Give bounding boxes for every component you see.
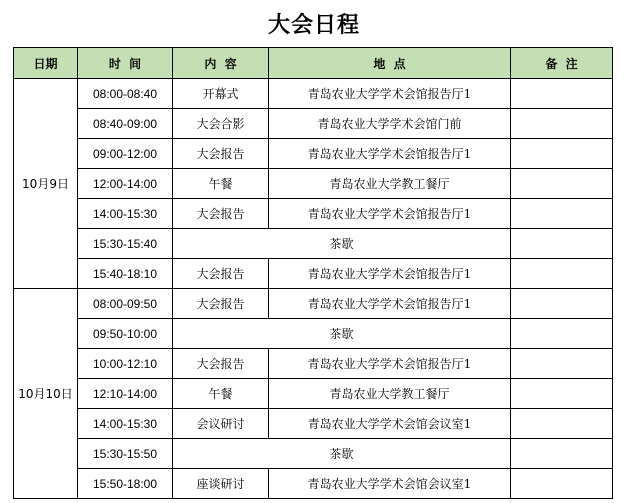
time-cell: 15:40-18:10 [78,259,173,289]
date-cell: 10月9日 [14,79,78,289]
note-cell [511,439,613,469]
time-cell: 12:10-14:00 [78,379,173,409]
location-cell: 青岛农业大学学术会馆会议室1 [269,409,511,439]
note-cell [511,379,613,409]
note-cell [511,349,613,379]
location-cell: 青岛农业大学学术会馆报告厅1 [269,289,511,319]
table-row [14,199,613,229]
note-cell [511,409,613,439]
content-cell: 会议研讨 [173,409,269,439]
time-cell: 14:00-15:30 [78,409,173,439]
content-cell: 大会合影 [173,109,269,139]
time-cell: 10:00-12:10 [78,349,173,379]
time-cell: 15:30-15:40 [78,229,173,259]
note-cell [511,169,613,199]
table-row [14,469,613,499]
time-cell: 08:40-09:00 [78,109,173,139]
location-cell: 青岛农业大学教工餐厅 [269,169,511,199]
time-cell: 14:00-15:30 [78,199,173,229]
location-cell: 青岛农业大学教工餐厅 [269,379,511,409]
location-cell: 青岛农业大学学术会馆报告厅1 [269,79,511,109]
content-cell: 大会报告 [173,289,269,319]
location-cell: 青岛农业大学学术会馆报告厅1 [269,139,511,169]
table-row [14,229,613,259]
content-cell: 座谈研讨 [173,469,269,499]
note-cell [511,79,613,109]
table-row [14,379,613,409]
table-row [14,289,613,319]
note-cell [511,259,613,289]
table-row [14,139,613,169]
break-cell: 茶歇 [173,229,511,259]
content-cell: 午餐 [173,379,269,409]
note-cell [511,229,613,259]
break-cell: 茶歇 [173,439,511,469]
location-cell: 青岛农业大学学术会馆报告厅1 [269,199,511,229]
time-cell: 08:00-09:50 [78,289,173,319]
note-cell [511,109,613,139]
time-cell: 09:50-10:00 [78,319,173,349]
header-location: 地 点 [269,48,511,79]
page-title: 大会日程 [267,13,360,38]
time-cell: 15:50-18:00 [78,469,173,499]
table-row [14,79,613,109]
table-row [14,109,613,139]
date-cell: 10月10日 [14,289,78,499]
break-cell: 茶歇 [173,319,511,349]
content-cell: 开幕式 [173,79,269,109]
header-date: 日期 [14,48,78,79]
content-cell: 午餐 [173,169,269,199]
table-row [14,349,613,379]
header-content: 内 容 [173,48,269,79]
note-cell [511,199,613,229]
location-cell: 青岛农业大学学术会馆门前 [269,109,511,139]
content-cell: 大会报告 [173,259,269,289]
table-row [14,169,613,199]
location-cell: 青岛农业大学学术会馆报告厅1 [269,259,511,289]
header-row [14,48,613,79]
note-cell [511,139,613,169]
table-row [14,259,613,289]
content-cell: 大会报告 [173,139,269,169]
note-cell [511,289,613,319]
location-cell: 青岛农业大学学术会馆报告厅1 [269,349,511,379]
content-cell: 大会报告 [173,199,269,229]
table-row [14,439,613,469]
header-time: 时 间 [78,48,173,79]
table-row [14,319,613,349]
note-cell [511,319,613,349]
location-cell: 青岛农业大学学术会馆会议室1 [269,469,511,499]
time-cell: 09:00-12:00 [78,139,173,169]
schedule-body [14,79,613,499]
time-cell: 08:00-08:40 [78,79,173,109]
time-cell: 15:30-15:50 [78,439,173,469]
table-row [14,409,613,439]
note-cell [511,469,613,499]
header-note: 备 注 [511,48,613,79]
content-cell: 大会报告 [173,349,269,379]
time-cell: 12:00-14:00 [78,169,173,199]
schedule-table [13,47,613,499]
